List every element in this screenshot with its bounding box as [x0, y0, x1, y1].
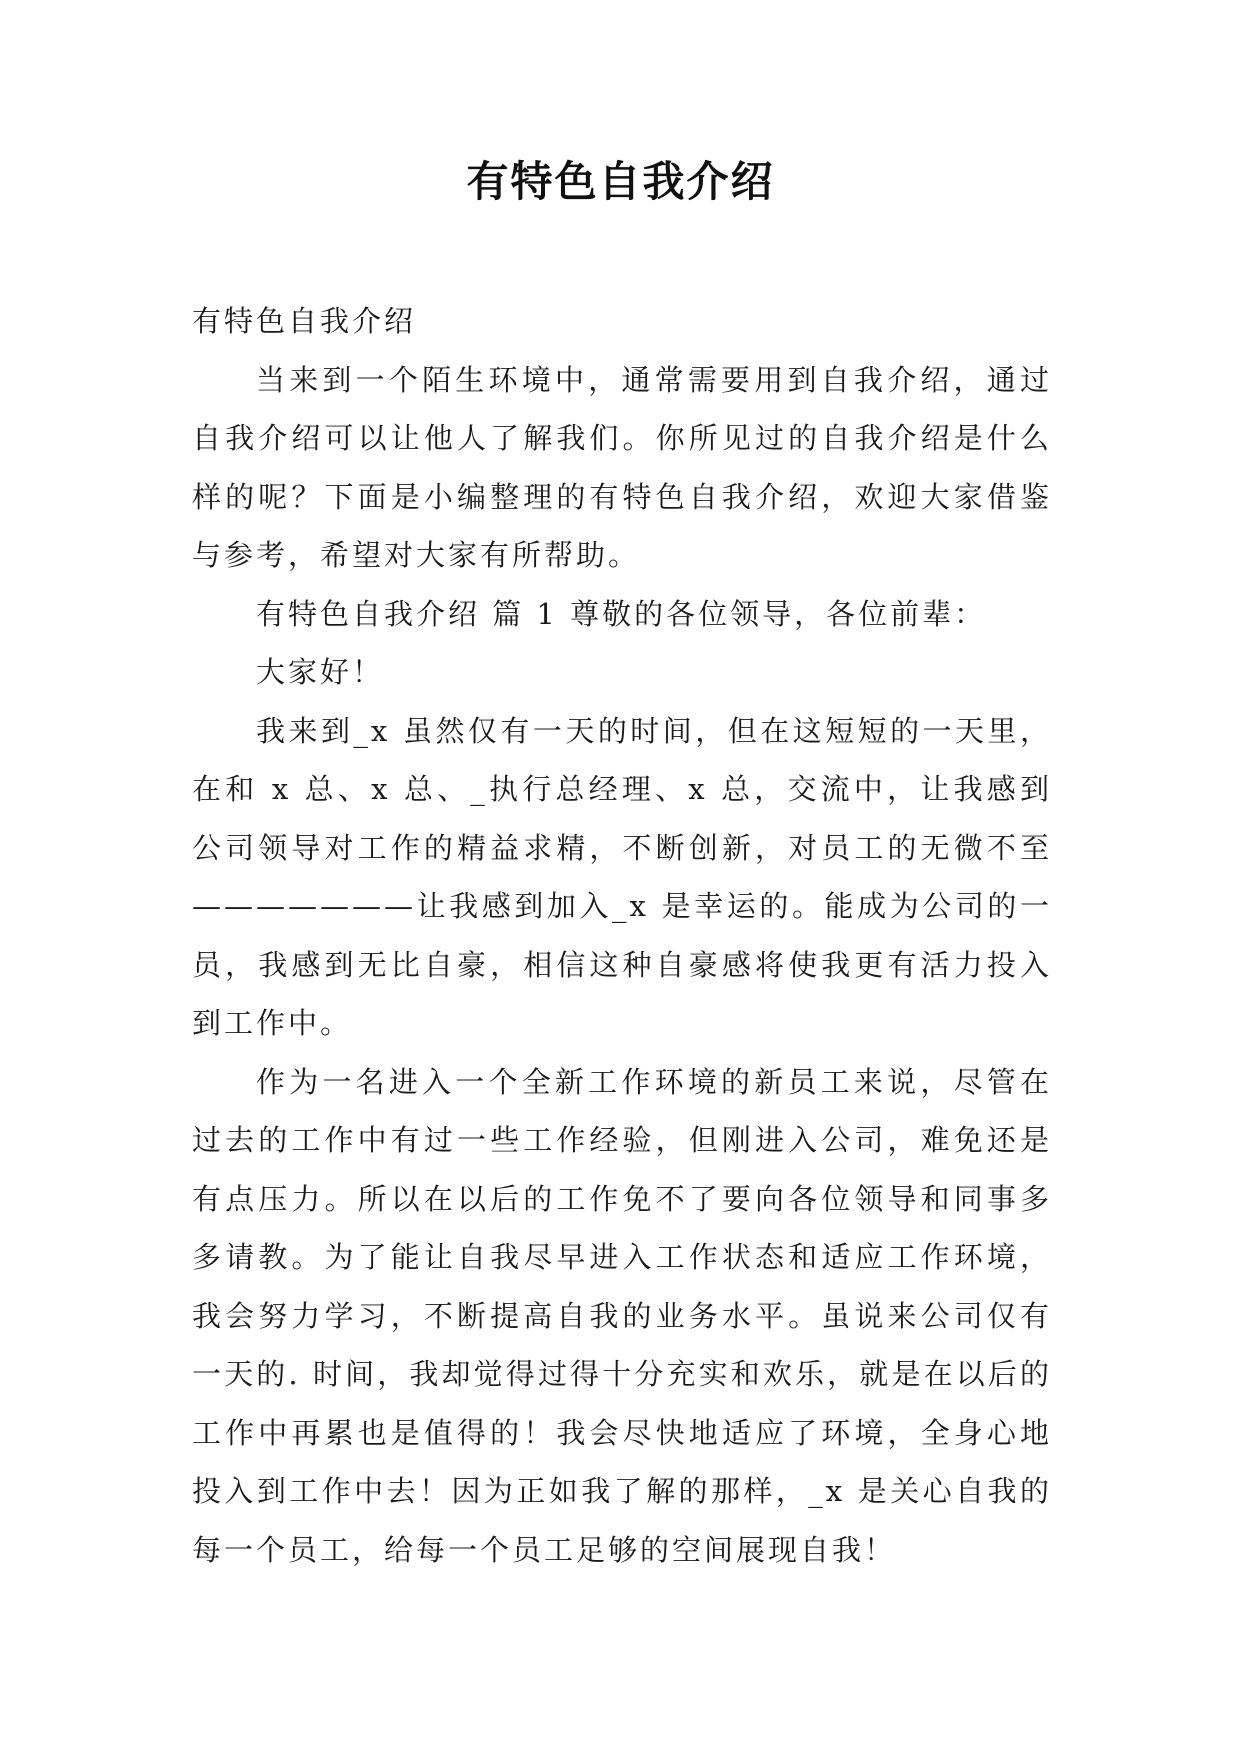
paragraph-first-day: 我来到_x 虽然仅有一天的时间，但在这短短的一天里，在和 x 总、x 总、_执行总经理、x 总，交流中，让我感到公司领导对工作的精益求精，不断创新，对员工的无微不至———————让我感到加入_x 是幸运的。能成为公司的一员，我感到无比自豪，相信这种自豪感将使我更有活力投入到工作中。 [192, 713, 1052, 1040]
document-body [192, 292, 1052, 1579]
paragraph-salutation: 有特色自我介绍 篇 1 尊敬的各位领导，各位前辈： [256, 596, 987, 631]
paragraph-new-employee: 作为一名进入一个全新工作环境的新员工来说，尽管在过去的工作中有过一些工作经验，但刚进入公司，难免还是有点压力。所以在以后的工作免不了要向各位领导和同事多多请教。为了能让自我尽早进入工作状态和适应工作环境，我会努力学习，不断提高自我的业务水平。虽说来公司仅有一天的. 时间，我却觉得过得十分充实和欢乐，就是在以后的工作中再累也是值得的！我会尽快地适应了环境，全身心地投入到工作中去！因为正如我了解的那样，_x 是关心自我的每一个员工，给每一个员工足够的空间展现自我！ [192, 1064, 1052, 1567]
paragraph-greeting: 大家好！ [256, 655, 385, 689]
paragraph-intro: 当来到一个陌生环境中，通常需要用到自我介绍，通过自我介绍可以让他人了解我们。你所见过的自我介绍是什么样的呢？下面是小编整理的有特色自我介绍，欢迎大家借鉴与参考，希望对大家有所帮助。 [192, 362, 1052, 572]
section-heading: 有特色自我介绍 [192, 304, 417, 338]
document-title: 有特色自我介绍 [466, 157, 775, 206]
